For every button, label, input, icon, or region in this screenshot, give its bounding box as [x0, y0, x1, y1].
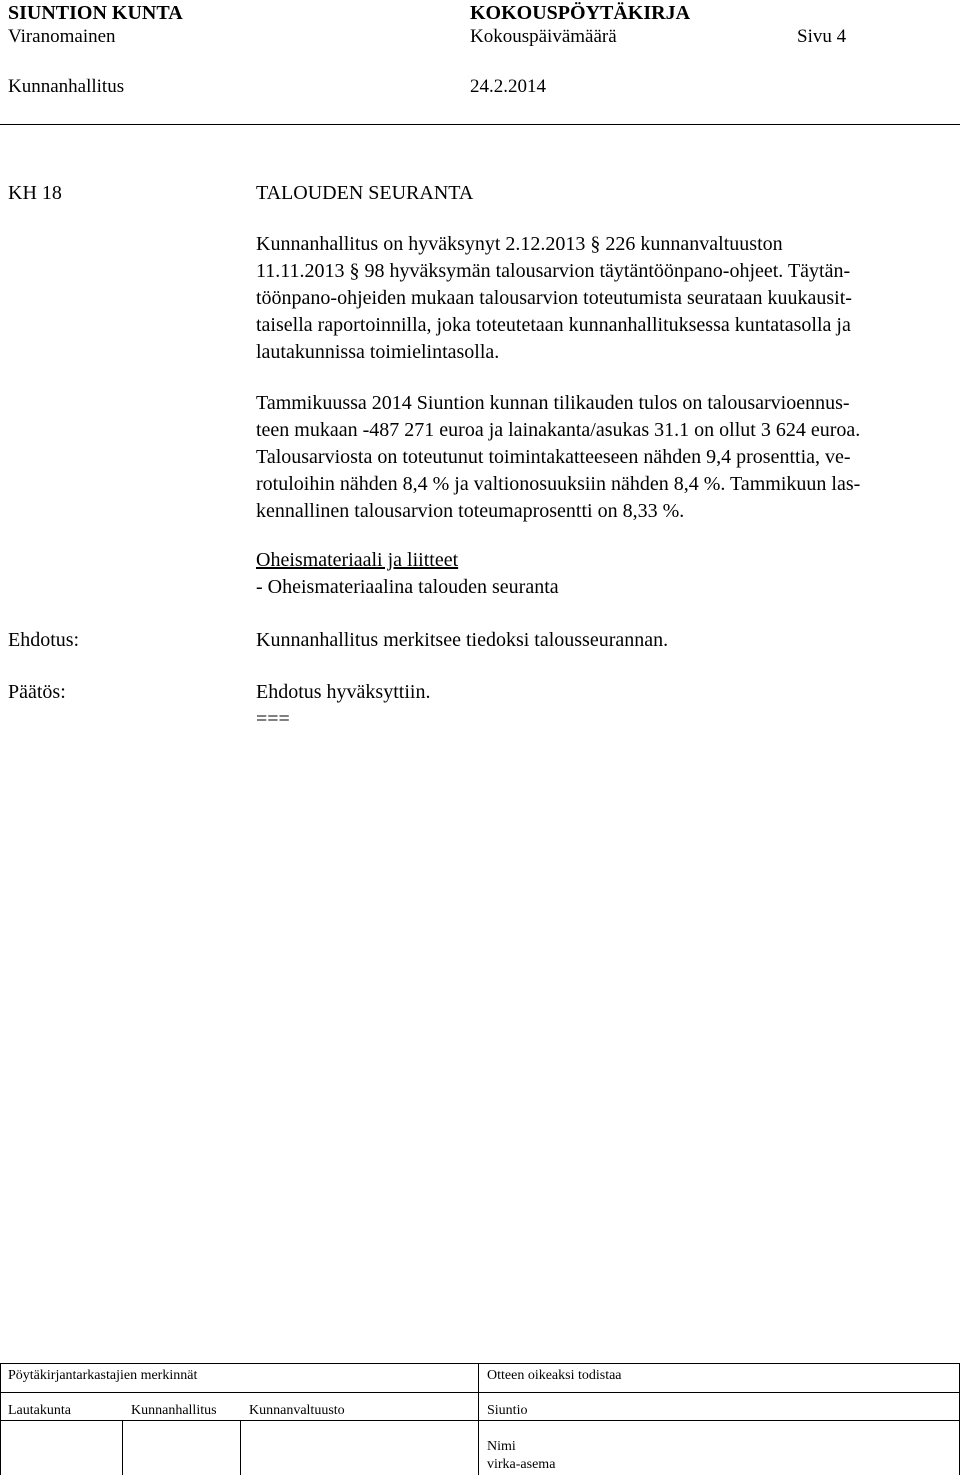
footer-col-kunnanvaltuusto: Kunnanvaltuusto	[249, 1403, 345, 1418]
paragraph-1-line: 11.11.2013 § 98 hyväksymän talousarvion täytäntöönpano-ohjeet. Täytän-	[256, 260, 851, 282]
proposal-label: Ehdotus:	[8, 629, 80, 651]
section-number: KH 18	[8, 182, 62, 204]
footer-row-divider	[0, 1420, 960, 1421]
proposal-text: Kunnanhallitus merkitsee tiedoksi talousseurannan.	[256, 629, 669, 651]
paragraph-2-line: teen mukaan -487 271 euroa ja lainakanta/asukas 31.1 on ollut 3 624 euroa.	[256, 419, 861, 441]
authority-name: Kunnanhallitus	[8, 76, 125, 97]
paragraph-1-line: töönpano-ohjeiden mukaan talousarvion toteutumista seurataan kuukausit-	[256, 287, 852, 309]
footer-column-divider	[478, 1363, 479, 1475]
paragraph-1	[256, 231, 936, 366]
paragraph-2	[256, 390, 936, 525]
checkers-label: Pöytäkirjantarkastajien merkinnät	[8, 1368, 198, 1383]
page-number: Sivu 4	[797, 26, 847, 47]
paragraph-2-line: kennallinen talousarvion toteumaprosentti on 8,33 %.	[256, 500, 685, 522]
footer-position-label: virka-asema	[487, 1457, 556, 1472]
footer-column-divider	[240, 1420, 241, 1475]
paragraph-2-line: rotuloihin nähden 8,4 % ja valtionosuuksiin nähden 8,4 %. Tammikuun las-	[256, 473, 861, 495]
organization-name: SIUNTION KUNTA	[8, 2, 183, 24]
attachments-heading: Oheismateriaali ja liitteet	[256, 549, 459, 571]
footer-place: Siuntio	[487, 1403, 528, 1418]
footer-col-kunnanhallitus: Kunnanhallitus	[131, 1403, 217, 1418]
footer-top-border	[0, 1363, 960, 1364]
decision-label: Päätös:	[8, 681, 66, 703]
section-title: TALOUDEN SEURANTA	[256, 182, 474, 204]
meeting-date-label: Kokouspäivämäärä	[470, 26, 617, 47]
attachment-item: - Oheismateriaalina talouden seuranta	[256, 576, 559, 598]
paragraph-1-line: taisella raportoinnilla, joka toteutetaan kunnanhallituksessa kuntatasolla ja	[256, 314, 851, 336]
certified-label: Otteen oikeaksi todistaa	[487, 1368, 622, 1383]
authority-label: Viranomainen	[8, 26, 116, 47]
meeting-date: 24.2.2014	[470, 76, 546, 97]
paragraph-1-line: Kunnanhallitus on hyväksynyt 2.12.2013 § 226 kunnanvaltuuston	[256, 233, 783, 255]
footer-row-divider	[0, 1392, 960, 1393]
end-marker: ===	[256, 708, 290, 730]
decision-text: Ehdotus hyväksyttiin.	[256, 681, 431, 703]
footer-column-divider	[122, 1420, 123, 1475]
paragraph-1-line: lautakunnissa toimielintasolla.	[256, 341, 500, 363]
document-type: KOKOUSPÖYTÄKIRJA	[470, 2, 691, 24]
footer-col-lautakunta: Lautakunta	[8, 1403, 71, 1418]
footer-name-label: Nimi	[487, 1439, 516, 1454]
paragraph-2-line: Talousarviosta on toteutunut toimintakatteeseen nähden 9,4 prosenttia, ve-	[256, 446, 851, 468]
paragraph-2-line: Tammikuussa 2014 Siuntion kunnan tilikauden tulos on talousarvioennus-	[256, 392, 850, 414]
header-divider	[0, 124, 960, 125]
footer-left-border	[0, 1363, 1, 1475]
